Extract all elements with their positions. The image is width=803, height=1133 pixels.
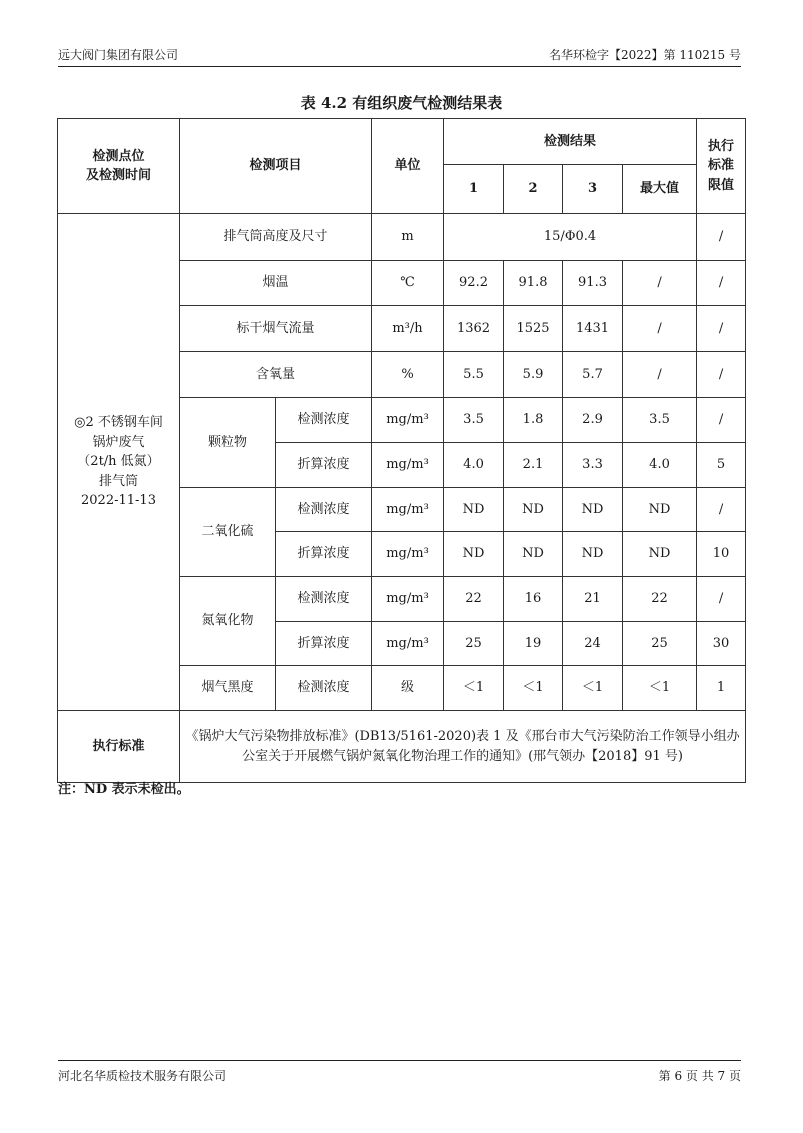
std-cell: 5 [697, 443, 746, 488]
std-cell: / [697, 488, 746, 532]
value-cell: 15/Φ0.4 [444, 214, 697, 261]
max-cell: / [623, 352, 697, 398]
unit-cell: mg/m³ [372, 398, 444, 443]
col-max-header: 最大值 [623, 165, 697, 214]
page-header [58, 44, 741, 67]
value-cell: ND [504, 488, 563, 532]
page-number: 第 6 页 共 7 页 [658, 1069, 741, 1083]
col-3-header: 3 [563, 165, 623, 214]
unit-cell: m³/h [372, 306, 444, 352]
std-cell: / [697, 214, 746, 261]
unit-cell: m [372, 214, 444, 261]
item-label: 标干烟气流量 [180, 306, 372, 352]
max-cell: 22 [623, 577, 697, 622]
company-name: 远大阀门集团有限公司 [58, 48, 179, 62]
unit-cell: mg/m³ [372, 622, 444, 666]
col-unit-header: 单位 [372, 119, 444, 214]
item-label: 折算浓度 [276, 532, 372, 577]
unit-cell: mg/m³ [372, 443, 444, 488]
item-label: 检测浓度 [276, 666, 372, 711]
col-standard-header: 执行 标准 限值 [697, 119, 746, 214]
item-label: 含氧量 [180, 352, 372, 398]
value-cell: ＜1 [444, 666, 504, 711]
value-cell: 16 [504, 577, 563, 622]
max-cell: 3.5 [623, 398, 697, 443]
value-cell: 2.9 [563, 398, 623, 443]
value-cell: ND [444, 488, 504, 532]
value-cell: ND [563, 532, 623, 577]
std-cell: / [697, 398, 746, 443]
max-cell: 4.0 [623, 443, 697, 488]
value-cell: 3.5 [444, 398, 504, 443]
col-1-header: 1 [444, 165, 504, 214]
results-table [57, 118, 746, 783]
pollutant-group: 氮氧化物 [180, 577, 276, 666]
value-cell: 5.5 [444, 352, 504, 398]
value-cell: 21 [563, 577, 623, 622]
item-label: 折算浓度 [276, 622, 372, 666]
footnote: 注：ND 表示未检出。 [58, 782, 190, 797]
value-cell: 5.9 [504, 352, 563, 398]
page-footer [58, 1060, 741, 1085]
unit-cell: mg/m³ [372, 577, 444, 622]
max-cell: ND [623, 488, 697, 532]
std-cell: / [697, 352, 746, 398]
value-cell: 5.7 [563, 352, 623, 398]
value-cell: 2.1 [504, 443, 563, 488]
max-cell: ND [623, 532, 697, 577]
std-cell: 1 [697, 666, 746, 711]
item-label: 折算浓度 [276, 443, 372, 488]
max-cell: 25 [623, 622, 697, 666]
value-cell: 1431 [563, 306, 623, 352]
value-cell: ND [504, 532, 563, 577]
value-cell: 4.0 [444, 443, 504, 488]
unit-cell: % [372, 352, 444, 398]
unit-cell: mg/m³ [372, 488, 444, 532]
item-label: 烟温 [180, 261, 372, 306]
value-cell: 92.2 [444, 261, 504, 306]
value-cell: 1525 [504, 306, 563, 352]
col-2-header: 2 [504, 165, 563, 214]
value-cell: 3.3 [563, 443, 623, 488]
standard-label: 执行标准 [58, 711, 180, 783]
value-cell: ＜1 [563, 666, 623, 711]
value-cell: 24 [563, 622, 623, 666]
col-item-header: 检测项目 [180, 119, 372, 214]
standard-text: 《锅炉大气污染物排放标准》(DB13/5161-2020)表 1 及《邢台市大气污染防治工作领导小组办公室关于开展燃气锅炉氮氧化物治理工作的通知》(邢气领办【2018】91 号) [180, 711, 746, 783]
value-cell: 25 [444, 622, 504, 666]
std-cell: / [697, 306, 746, 352]
table-row [58, 214, 746, 261]
value-cell: ＜1 [504, 666, 563, 711]
unit-cell: mg/m³ [372, 532, 444, 577]
value-cell: 1.8 [504, 398, 563, 443]
std-cell: / [697, 577, 746, 622]
item-label: 检测浓度 [276, 398, 372, 443]
unit-cell: 级 [372, 666, 444, 711]
col-location-header: 检测点位 及检测时间 [58, 119, 180, 214]
std-cell: / [697, 261, 746, 306]
std-cell: 10 [697, 532, 746, 577]
pollutant-group: 烟气黑度 [180, 666, 276, 711]
footer-company: 河北名华质检技术服务有限公司 [58, 1069, 227, 1083]
value-cell: 1362 [444, 306, 504, 352]
value-cell: 91.3 [563, 261, 623, 306]
item-label: 检测浓度 [276, 488, 372, 532]
header-row-1 [58, 119, 746, 165]
value-cell: ND [563, 488, 623, 532]
standard-row [58, 711, 746, 783]
std-cell: 30 [697, 622, 746, 666]
value-cell: 19 [504, 622, 563, 666]
table-title: 表 4.2 有组织废气检测结果表 [300, 94, 503, 112]
pollutant-group: 二氧化硫 [180, 488, 276, 577]
max-cell: / [623, 306, 697, 352]
value-cell: ND [444, 532, 504, 577]
value-cell: 22 [444, 577, 504, 622]
value-cell: 91.8 [504, 261, 563, 306]
unit-cell: ℃ [372, 261, 444, 306]
pollutant-group: 颗粒物 [180, 398, 276, 488]
item-label: 排气筒高度及尺寸 [180, 214, 372, 261]
max-cell: / [623, 261, 697, 306]
item-label: 检测浓度 [276, 577, 372, 622]
max-cell: ＜1 [623, 666, 697, 711]
col-results-header: 检测结果 [444, 119, 697, 165]
report-number: 名华环检字【2022】第 110215 号 [549, 48, 741, 62]
location-cell: ◎2 不锈钢车间 锅炉废气 （2t/h 低氮） 排气筒 2022-11-13 [58, 214, 180, 711]
